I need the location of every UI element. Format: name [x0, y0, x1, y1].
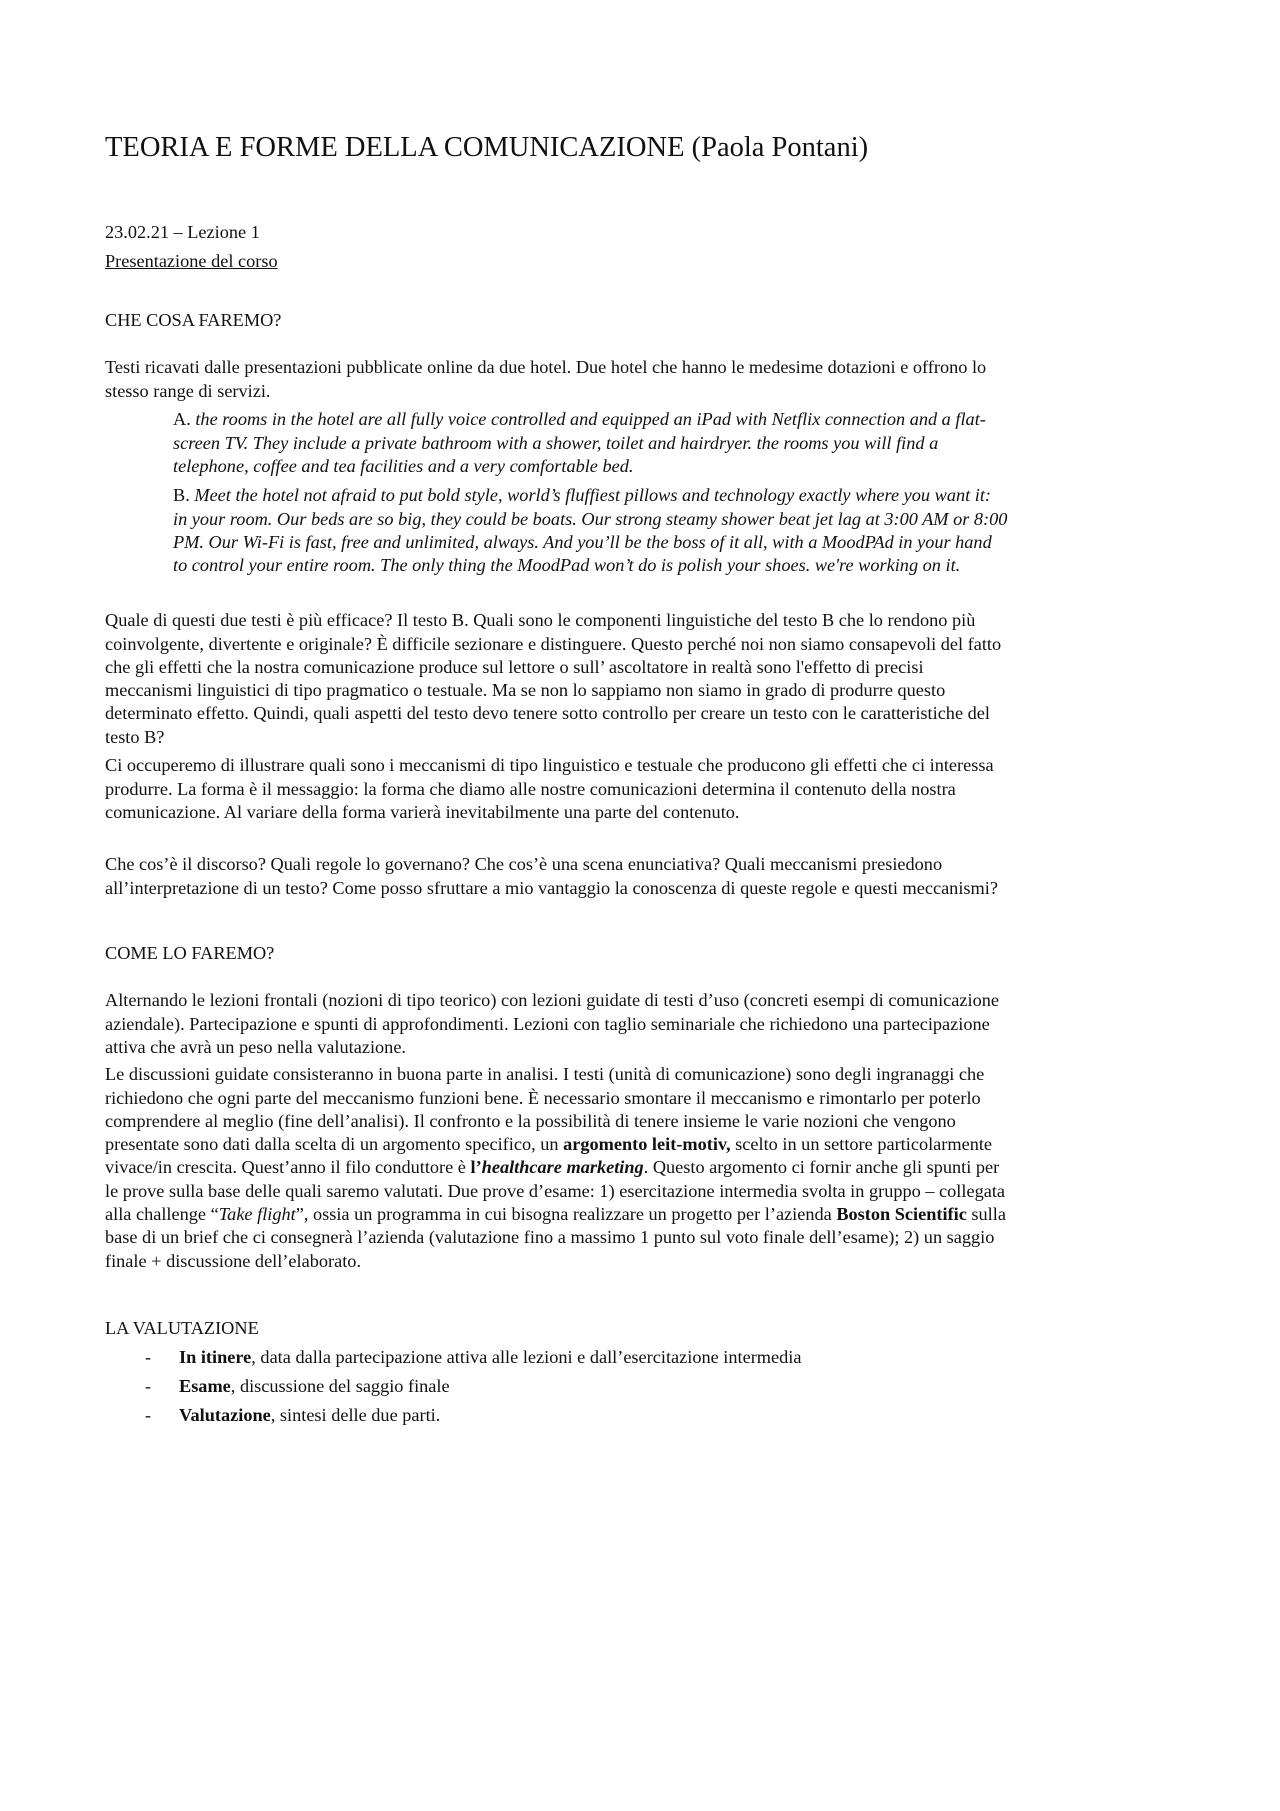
- text-run-bold: l’: [470, 1157, 482, 1178]
- list-item: [145, 1375, 450, 1398]
- quote-a: [173, 408, 1008, 478]
- text-run: . Questo argomento ci fornir anche gli spunti per le prove sulla base delle quali saremo valutati. Due prove d’esame: 1) esercitazione intermedia svolta in gruppo – collegata alla challenge “: [105, 1157, 1006, 1225]
- bullet-dash: -: [145, 1347, 152, 1367]
- quote-a-text: the rooms in the hotel are all fully voice controlled and equipped an iPad with Netflix connection and a flat-screen TV. They include a private bathroom with a shower, toilet and hairdryer. the rooms you will find a telephone, coffee and tea facilities and a very comfortable bed.: [173, 409, 986, 476]
- text-run: ”, ossia un programma in cui bisogna realizzare un progetto per l’azienda: [295, 1204, 837, 1225]
- list-item-term: In itinere: [179, 1347, 252, 1367]
- paragraph-how-2: [105, 1063, 1010, 1273]
- list-item-term: Esame: [179, 1376, 231, 1396]
- text-run: sulla base di un brief che ci consegnerà l’azienda (valutazione fino a massimo 1 punto sul voto finale dell’esame); 2) un saggio finale + discussione dell’elaborato.: [105, 1204, 1006, 1271]
- text-run-bold: Boston Scientific: [836, 1204, 967, 1225]
- paragraph-how-1: Alternando le lezioni frontali (nozioni di tipo teorico) con lezioni guidate di testi d’uso (concreti esempi di comunicazione aziendale). Partecipazione e spunti di approfondimenti. Lezioni con taglio seminariale che richiedono una partecipazione attiva che avrà un peso nella valutazione.: [105, 990, 999, 1057]
- paragraph-what-1: Quale di questi due testi è più efficace? Il testo B. Quali sono le componenti linguistiche del testo B che lo rendono più coinvolgente, divertente e originale? È difficile sezionare e distinguere. Questo perché noi non siamo consapevoli del fatto che gli effetti che la nostra comunicazione produce sul lettore o sull’ ascoltatore in realtà sono l'effetto di precisi meccanismi linguistici di tipo pragmatico o testuale. Ma se non lo sappiamo non siamo in grado di produrre questo determinato effetto. Quindi, quali aspetti del testo devo tenere sotto controllo per creare un testo con le caratteristiche del testo B?: [105, 610, 1002, 747]
- paragraph-intro: Testi ricavati dalle presentazioni pubblicate online da due hotel. Due hotel che hanno le medesime dotazioni e offrono lo stesso range di servizi.: [105, 357, 987, 401]
- lesson-date: 23.02.21 – Lezione 1: [105, 222, 260, 242]
- bullet-dash: -: [145, 1405, 152, 1425]
- text-run: scelto in un settore particolarmente vivace/in crescita. Quest’anno il filo conduttore è: [105, 1134, 993, 1178]
- quote-b-label: B.: [173, 485, 195, 506]
- list-item-text: , data dalla partecipazione attiva alle lezioni e dall’esercitazione intermedia: [251, 1347, 802, 1367]
- list-item: [145, 1404, 440, 1427]
- page-title: TEORIA E FORME DELLA COMUNICAZIONE (Paola Pontani): [105, 132, 869, 163]
- section-heading-eval: LA VALUTAZIONE: [105, 1318, 259, 1338]
- text-run-italic: Take flight: [218, 1204, 296, 1225]
- list-item-text: , sintesi delle due parti.: [270, 1405, 441, 1425]
- quote-b: [173, 484, 1008, 577]
- list-item-term: Valutazione: [179, 1405, 271, 1425]
- list-item-text: , discussione del saggio finale: [230, 1376, 450, 1396]
- paragraph-what-3: Che cos’è il discorso? Quali regole lo governano? Che cos’è una scena enunciativa? Quali meccanismi presiedono all’interpretazione di un testo? Come posso sfruttare a mio vantaggio la conoscenza di queste regole e questi meccanismi?: [105, 854, 998, 898]
- section-heading-how: COME LO FAREMO?: [105, 943, 275, 963]
- paragraph-what-2: Ci occuperemo di illustrare quali sono i meccanismi di tipo linguistico e testuale che producono gli effetti che ci interessa produrre. La forma è il messaggio: la forma che diamo alle nostre comunicazioni determina il contenuto della nostra comunicazione. Al variare della forma varierà inevitabilmente una parte del contenuto.: [105, 755, 994, 822]
- text-run-bold-italic: healthcare marketing: [481, 1157, 644, 1178]
- list-item: [145, 1346, 801, 1369]
- section-heading-what: CHE COSA FAREMO?: [105, 310, 282, 330]
- text-run: Le discussioni guidate consisteranno in buona parte in analisi. I testi (unità di comunicazione) sono degli ingranaggi che richiedono che ogni parte del meccanismo funzioni bene. È necessario smontare il meccanismo e rimontarlo per poterlo comprendere al meglio (fine dell’analisi). Il confronto e la possibilità di tenere insieme le varie nozioni che vengono presentate sono dati dalla scelta di un argomento specifico, un: [105, 1064, 985, 1155]
- text-run-bold: argomento leit-motiv,: [563, 1134, 731, 1155]
- bullet-dash: -: [145, 1376, 152, 1396]
- lesson-subheading: Presentazione del corso: [105, 251, 278, 271]
- quote-a-label: A.: [173, 409, 196, 430]
- quote-b-text: Meet the hotel not afraid to put bold style, world’s fluffiest pillows and technology exactly where you want it: in your room. Our beds are so big, they could be boats. Our strong steamy shower beat jet lag at 3:00 AM or 8:00 PM. Our Wi-Fi is fast, free and unlimited, always. And you’ll be the boss of it all, with a MoodPAd in your hand to control your entire room. The only thing the MoodPad won’t do is polish your shoes. we're working on it.: [173, 485, 1008, 576]
